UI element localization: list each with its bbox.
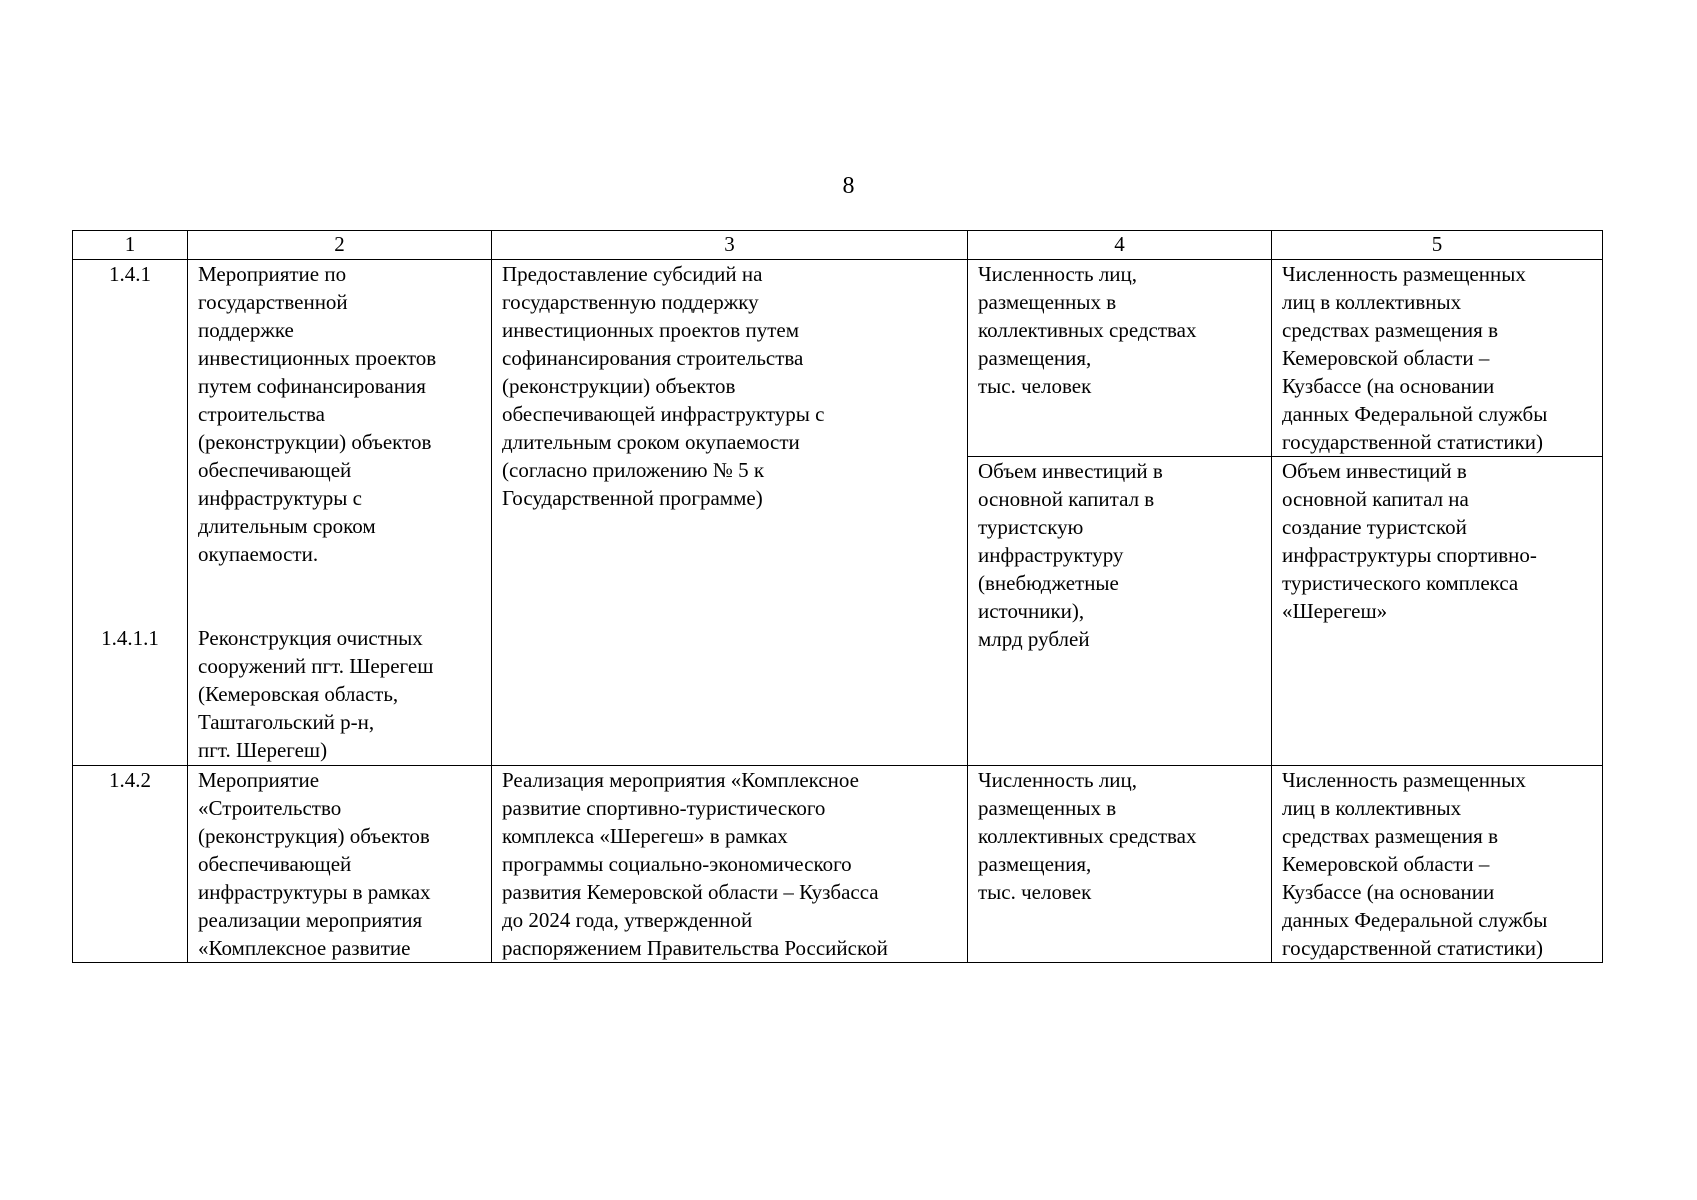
activity-name: Мероприятие по государственной поддержке инвестиционных проектов путем софинансирования строительства (реконструкции) объектов обеспечивающей инфраструктуры с длительным сроком окупаемости. [198, 262, 437, 566]
header-col-5: 5 [1272, 231, 1603, 260]
indicator-source-text: Объем инвестиций в основной капитал на создание туристской инфраструктуры спортивно- туристического комплекса «Шерегеш» [1282, 459, 1537, 623]
subrow-number: 1.4.1.1 [101, 626, 159, 650]
activity-description-cell [492, 260, 968, 766]
activities-table [72, 230, 1603, 963]
indicator-source-cell [1272, 766, 1603, 963]
table-row [73, 766, 1603, 963]
table-header-row [73, 231, 1603, 260]
indicator-cell [968, 457, 1272, 766]
activity-name-cell [188, 260, 492, 766]
activity-description: Реализация мероприятия «Комплексное развитие спортивно-туристического комплекса «Шерегеш» в рамках программы социально-экономического развития Кемеровской области – Кузбасса до 2024 года, утвержденной распоряжением Правительства Российской [502, 768, 888, 960]
header-col-3: 3 [492, 231, 968, 260]
activity-name: Мероприятие «Строительство (реконструкция) объектов обеспечивающей инфраструктуры в рамках реализации мероприятия «Комплексное развитие [198, 768, 431, 960]
header-col-1: 1 [73, 231, 188, 260]
indicator-source-cell [1272, 260, 1603, 457]
row-number: 1.4.1 [109, 262, 151, 286]
header-col-4: 4 [968, 231, 1272, 260]
activity-name-cell [188, 766, 492, 963]
indicator-cell [968, 766, 1272, 963]
indicator-text: Численность лиц, размещенных в коллективных средствах размещения, тыс. человек [978, 262, 1197, 398]
header-col-2: 2 [188, 231, 492, 260]
row-number-cell [73, 766, 188, 963]
indicator-cell [968, 260, 1272, 457]
row-number-cell [73, 260, 188, 766]
activity-description-cell [492, 766, 968, 963]
indicator-source-text: Численность размещенных лиц в коллективных средствах размещения в Кемеровской области – Кузбассе (на основании данных Федеральной службы государственной статистики) [1282, 262, 1548, 454]
indicator-text: Объем инвестиций в основной капитал в туристскую инфраструктуру (внебюджетные источники), млрд рублей [978, 459, 1163, 651]
page-number: 8 [842, 173, 855, 199]
indicator-source-text: Численность размещенных лиц в коллективных средствах размещения в Кемеровской области – Кузбассе (на основании данных Федеральной службы государственной статистики) [1282, 768, 1548, 960]
row-number: 1.4.2 [109, 768, 151, 792]
table-row [73, 260, 1603, 457]
indicator-text: Численность лиц, размещенных в коллективных средствах размещения, тыс. человек [978, 768, 1197, 904]
activity-description: Предоставление субсидий на государственную поддержку инвестиционных проектов путем софинансирования строительства (реконструкции) объектов обеспечивающей инфраструктуры с длительным сроком окупаемости (согласно приложению № 5 к Государственной программе) [502, 262, 825, 510]
subactivity-name: Реконструкция очистных сооружений пгт. Шерегеш (Кемеровская область, Таштагольский р-н, пгт. Шерегеш) [198, 626, 434, 762]
indicator-source-cell [1272, 457, 1603, 766]
